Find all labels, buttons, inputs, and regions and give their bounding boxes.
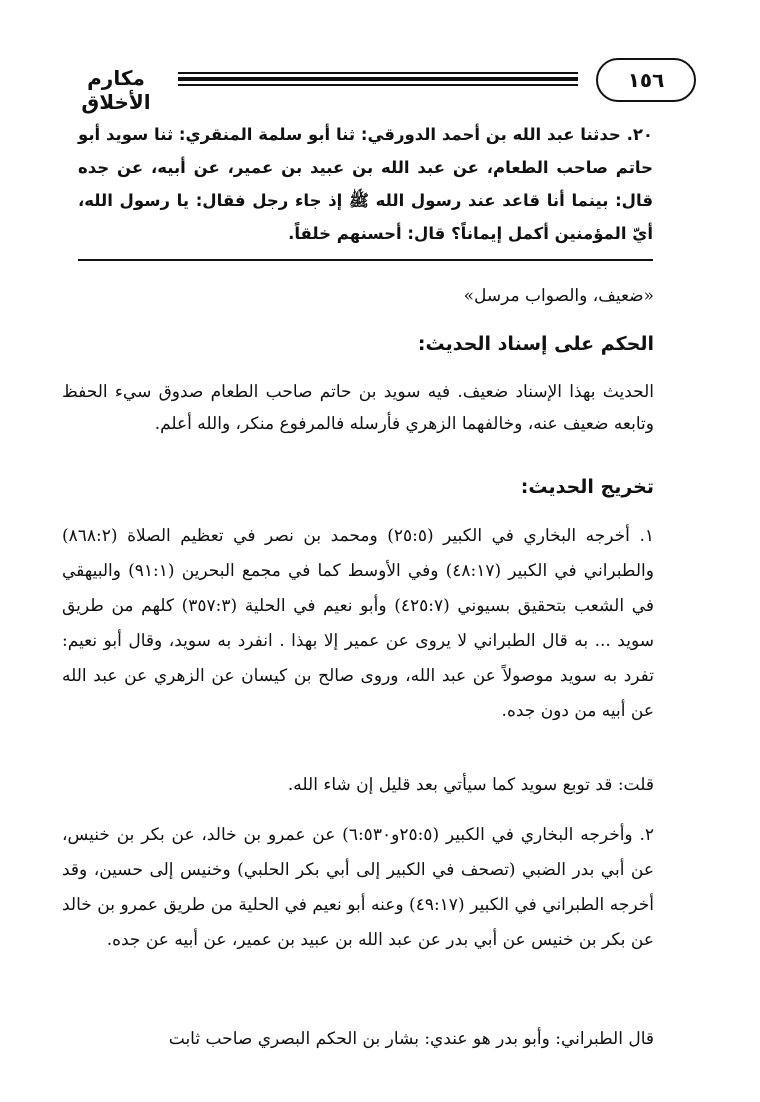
- header-rule-line: [178, 72, 578, 74]
- isnad-heading: الحكم على إسناد الحديث:: [417, 333, 654, 355]
- book-title: مكارم الأخلاق: [81, 66, 151, 114]
- takhrij-note-1: قلت: قد توبع سويد كما سيأتي بعد قليل إن شاء الله.: [287, 775, 654, 795]
- takhrij-item-1: ١. أخرجه البخاري في الكبير (٢٥:٥) ومحمد بن نصر في تعظيم الصلاة (٨٦٨:٢) والطبراني في الكبير (٤٨:١٧) وفي الأوسط كما في مجمع البحرين (٩١:١) والبيهقي في الشعب بتحقيق بسيوني (٤٢٥:٧) وأبو نعيم في الحلية (٣٥٧:٣) كلهم من طريق سويد ... به قال الطبراني لا يروى عن عمير إلا بهذا . انفرد به سويد، وقال أبو نعيم: تفرد به سويد موصولاً عن عبد الله، وروى صالح بن كيسان عن الزهري عن عبد الله عن أبيه من دون جده.: [62, 526, 654, 721]
- isnad-text: الحديث بهذا الإسناد ضعيف. فيه سويد بن حاتم صاحب الطعام صدوق سيء الحفظ وتابعه ضعيف عنه، وخالفهما الزهري فأرسله فالمرفوع منكر، والله أعلم.: [62, 382, 654, 434]
- header-rule-line: [178, 84, 578, 86]
- verdict-text: «ضعيف، والصواب مرسل»: [463, 286, 654, 306]
- takhrij-heading: تخريج الحديث:: [520, 476, 654, 498]
- header-rule-line: [178, 77, 578, 81]
- header-rule: [178, 72, 578, 89]
- page-header: [56, 58, 712, 114]
- hadith-divider: [78, 259, 653, 261]
- page-number: ١٥٦: [596, 58, 696, 102]
- takhrij-note-2: قال الطبراني: وأبو بدر هو عندي: بشار بن الحكم البصري صاحب ثابت: [168, 1029, 654, 1049]
- hadith-text: ٢٠. حدثنا عبد الله بن أحمد الدورقي: ثنا أبو سلمة المنقري: ثنا سويد أبو حاتم صاحب الطعام، عن عبد الله بن عبيد بن عمير، عن أبيه، عن جده قال: بينما أنا قاعد عند رسول الله ﷺ إذ جاء رجل فقال: يا رسول الله، أيّ المؤمنين أكمل إيماناً؟ قال: أحسنهم خلقاً.: [78, 125, 653, 243]
- takhrij-item-2: ٢. وأخرجه البخاري في الكبير (٢٥:٥و٦:٥٣٠) عن عمرو بن خالد، عن بكر بن خنيس، عن أبي بدر الضبي (تصحف في الكبير إلى أبي بكر الحلبي) وخنيس إلى حسين، وقد أخرجه الطبراني في الكبير (٤٩:١٧) وعنه أبو نعيم في الحلية من طريق عمرو بن خالد عن بكر بن خنيس عن أبي بدر عن عبد الله بن عبيد بن عمير، عن أبيه عن جده.: [62, 825, 654, 950]
